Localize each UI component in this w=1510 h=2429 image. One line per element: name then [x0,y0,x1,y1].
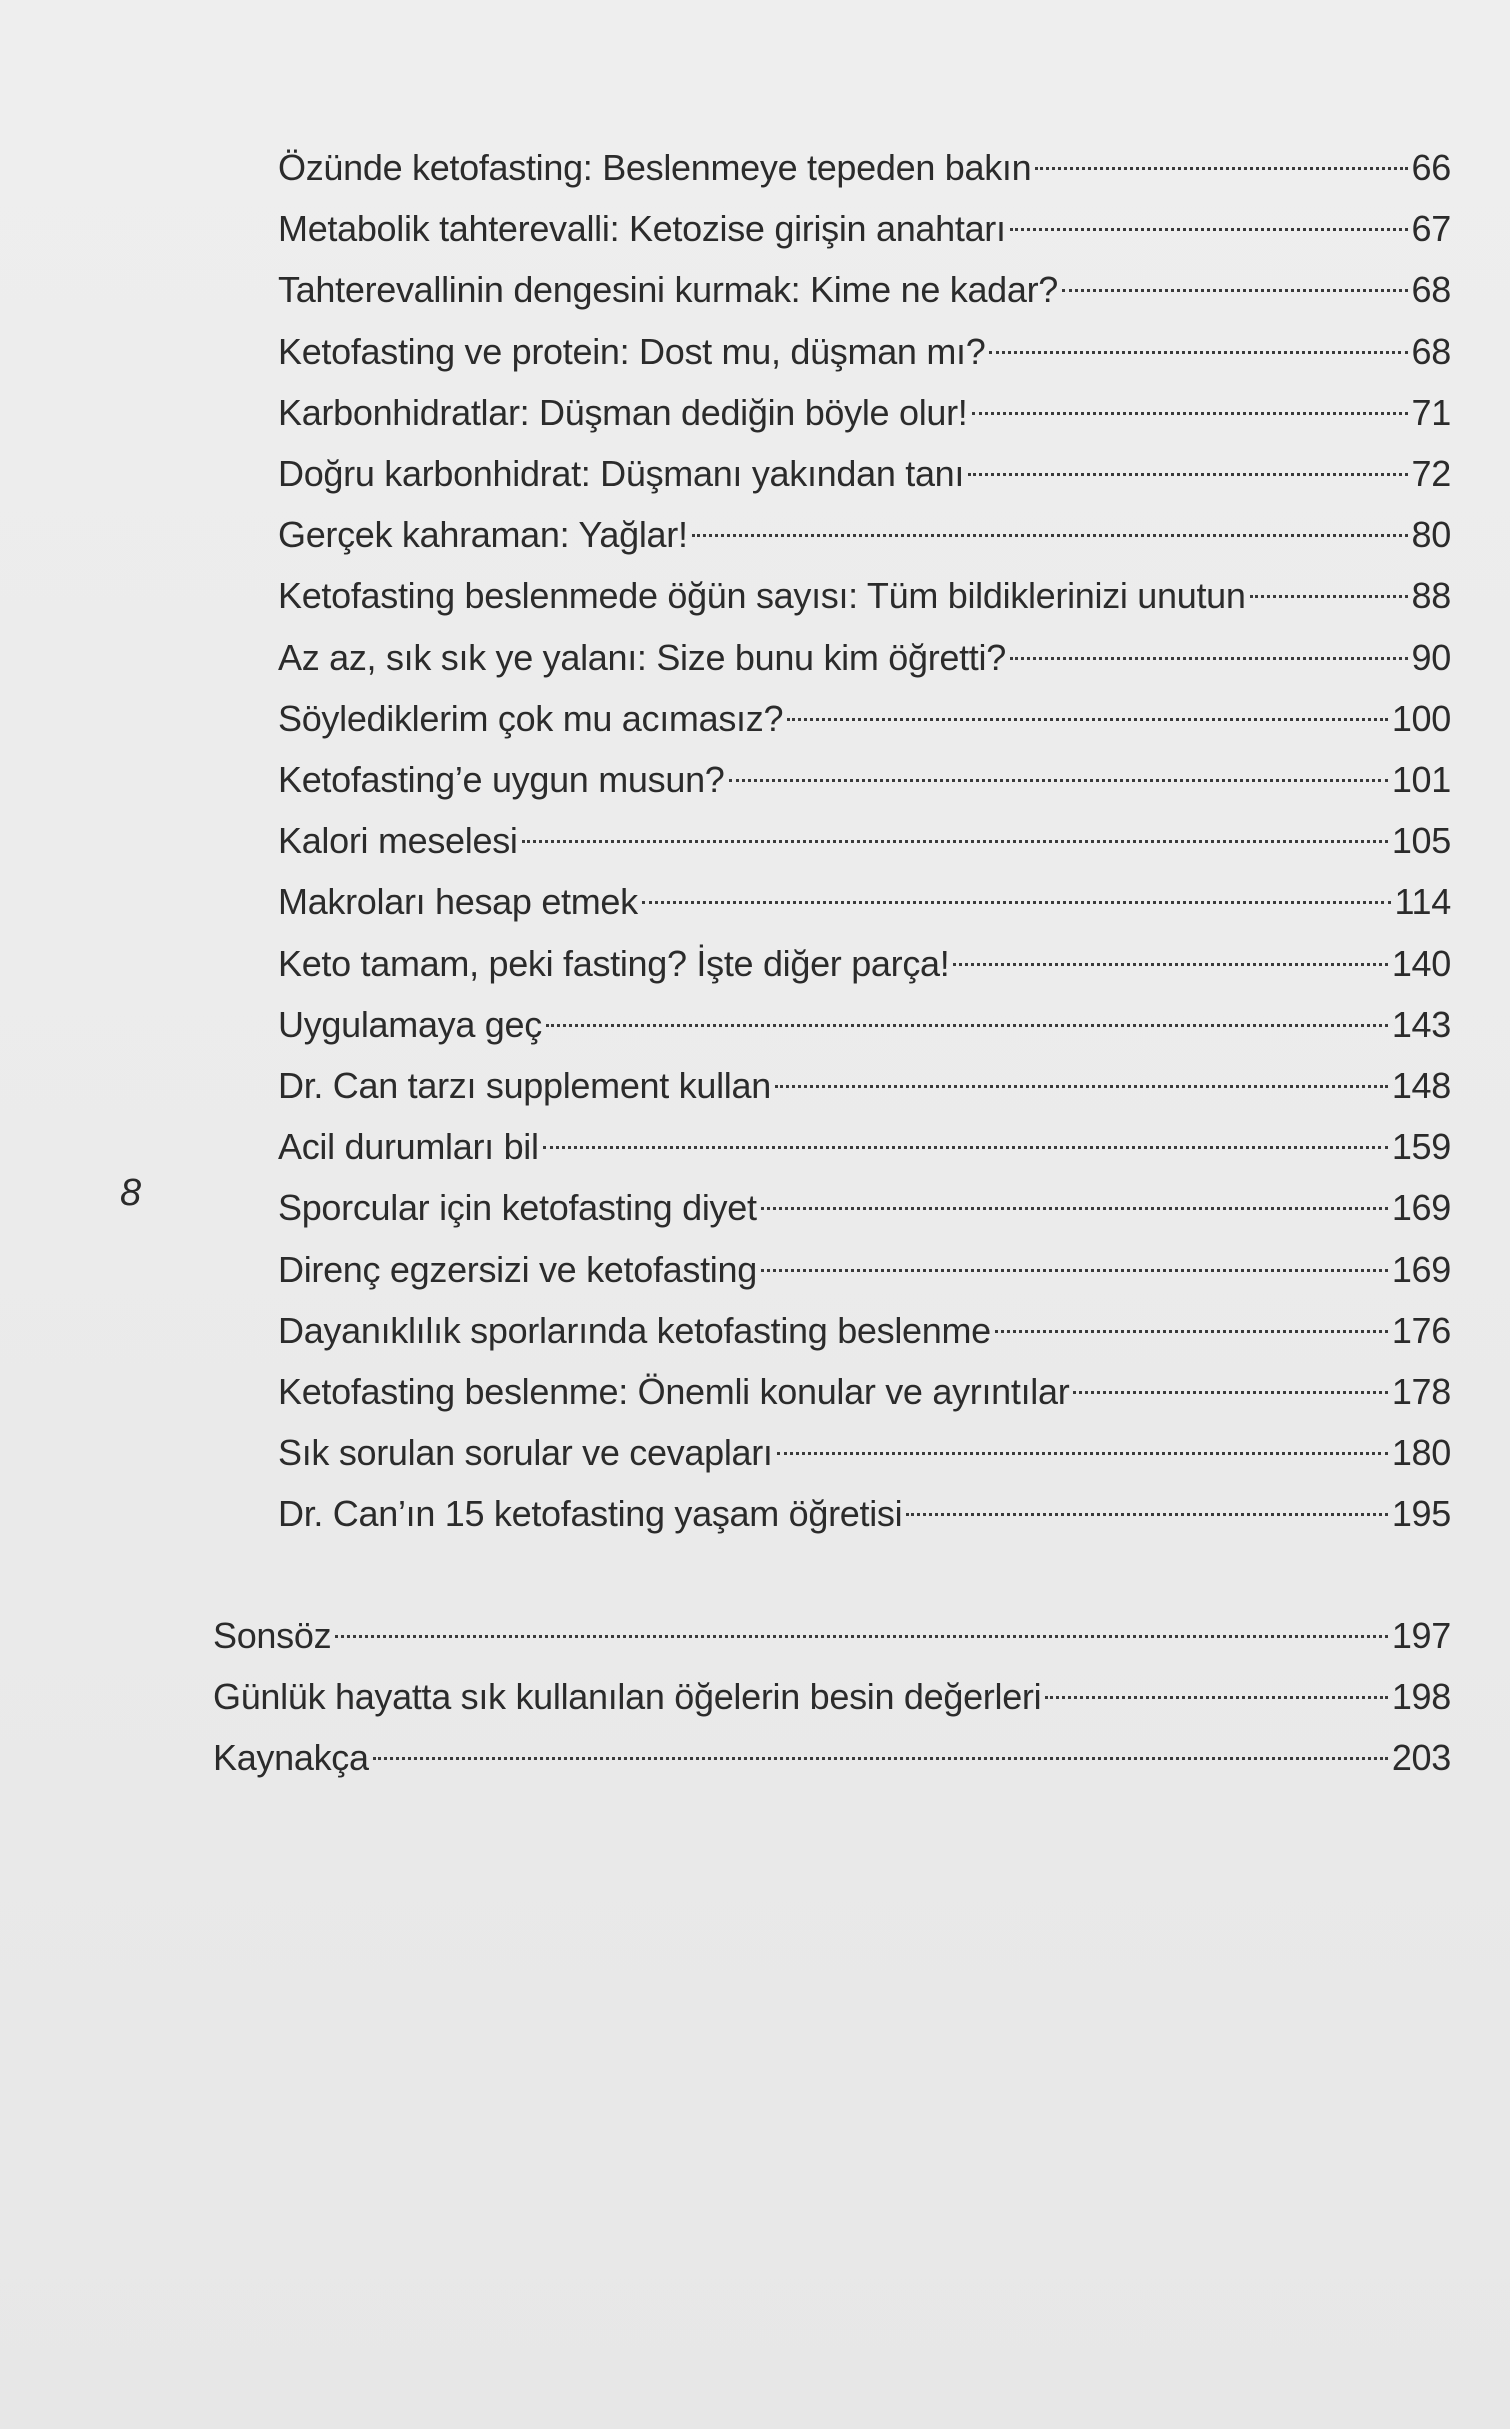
dot-leader [1035,136,1407,180]
toc-entry [278,1238,1451,1290]
dot-leader [906,1482,1388,1526]
dot-leader [1250,564,1408,608]
toc-entry-title: Özünde ketofasting: Beslenmeye tepeden bakın [278,147,1032,188]
toc-entry-title: Günlük hayatta sık kullanılan öğelerin besin değerleri [213,1676,1042,1717]
toc-entry-title: Sık sorulan sorular ve cevapları [278,1432,773,1473]
toc-entry [278,197,1451,249]
toc-entry [278,870,1451,922]
dot-leader [968,442,1407,486]
toc-entry [278,748,1451,800]
toc-entry-page: 169 [1391,1187,1451,1228]
toc-entry-page: 159 [1391,1126,1451,1167]
toc-entry [278,381,1451,433]
toc-entry-page: 66 [1411,147,1451,188]
dot-leader [1010,197,1408,241]
toc-entry [278,1421,1451,1473]
toc-entry-page: 105 [1391,820,1451,861]
toc-entry-page: 176 [1391,1310,1451,1351]
toc-entry-title: Sonsöz [213,1615,332,1656]
toc-entry-title: Gerçek kahraman: Yağlar! [278,514,688,555]
toc-entry-page: 195 [1391,1493,1451,1534]
toc-entry [278,932,1451,984]
toc-entry-page: 178 [1391,1371,1451,1412]
dot-leader [761,1238,1388,1282]
dot-leader [972,381,1408,425]
toc-entry-page: 90 [1411,637,1451,678]
toc-entry-page: 197 [1391,1615,1451,1656]
dot-leader [775,1054,1388,1098]
toc-entry-title: Kalori meselesi [278,820,518,861]
toc-entry [278,1360,1451,1412]
toc-entry [213,1726,1451,1778]
toc-entry-title: Keto tamam, peki fasting? İşte diğer parça! [278,943,950,984]
dot-leader [546,993,1388,1037]
toc-entry-page: 203 [1391,1737,1451,1778]
dot-leader [729,748,1388,792]
toc-entry-title: Dayanıklılık sporlarında ketofasting beslenme [278,1310,991,1351]
toc-entry [278,687,1451,739]
dot-leader [373,1726,1388,1770]
toc-entry [213,1665,1451,1717]
toc-entry-title: Uygulamaya geç [278,1004,542,1045]
toc-entry-title: Sporcular için ketofasting diyet [278,1187,757,1228]
dot-leader [761,1176,1388,1220]
toc-entry-page: 68 [1411,331,1451,372]
toc-entry-title: Dr. Can’ın 15 ketofasting yaşam öğretisi [278,1493,903,1534]
toc-entry [278,503,1451,555]
dot-leader [777,1421,1388,1465]
toc-entry-page: 88 [1411,575,1451,616]
toc-entry [278,258,1451,310]
dot-leader [335,1604,1388,1648]
toc-entry-page: 114 [1394,881,1451,922]
toc-entry [278,993,1451,1045]
dot-leader [989,320,1407,364]
toc-entry [278,136,1451,188]
toc-entry-title: Az az, sık sık ye yalanı: Size bunu kim öğretti? [278,637,1006,678]
toc-entry-title: Metabolik tahterevalli: Ketozise girişin anahtarı [278,208,1006,249]
toc-entry [278,320,1451,372]
toc-entry-title: Kaynakça [213,1737,369,1778]
dot-leader [995,1299,1388,1343]
toc-entry-page: 100 [1391,698,1451,739]
toc-entry [278,1482,1451,1534]
toc-entry-page: 169 [1391,1249,1451,1290]
toc-entry-title: Tahterevallinin dengesini kurmak: Kime ne kadar? [278,269,1059,310]
dot-leader [1062,258,1408,302]
toc-entry [278,1054,1451,1106]
toc-entry-title: Söylediklerim çok mu acımasız? [278,698,784,739]
toc-entry-page: 140 [1391,943,1451,984]
toc-entry [278,1299,1451,1351]
toc-entry-page: 198 [1391,1676,1451,1717]
toc-entry-title: Karbonhidratlar: Düşman dediğin böyle olur! [278,392,968,433]
toc-entry-title: Acil durumları bil [278,1126,539,1167]
toc-entry [213,1604,1451,1656]
toc-entry-title: Ketofasting beslenme: Önemli konular ve ayrıntılar [278,1371,1070,1412]
toc-entry [278,626,1451,678]
toc-entry-title: Ketofasting beslenmede öğün sayısı: Tüm bildiklerinizi unutun [278,575,1246,616]
dot-leader [1010,626,1408,670]
page-number: 8 [120,1172,142,1214]
dot-leader [543,1115,1388,1159]
toc-entry-page: 67 [1411,208,1451,249]
toc-entry-title: Ketofasting ve protein: Dost mu, düşman mı? [278,331,986,372]
toc-entry-page: 148 [1391,1065,1451,1106]
dot-leader [522,809,1388,853]
toc-entry [278,442,1451,494]
dot-leader [1073,1360,1387,1404]
toc-entry-page: 80 [1411,514,1451,555]
toc-entry-title: Direnç egzersizi ve ketofasting [278,1249,757,1290]
dot-leader [953,932,1387,976]
toc-entry-title: Doğru karbonhidrat: Düşmanı yakından tanı [278,453,965,494]
toc-entry-page: 101 [1391,759,1451,800]
dot-leader [692,503,1408,547]
toc-entry [278,1115,1451,1167]
toc-entry [278,564,1451,616]
toc-entry-page: 68 [1411,269,1451,310]
toc-entry-title: Makroları hesap etmek [278,881,638,922]
toc-entry-title: Dr. Can tarzı supplement kullan [278,1065,771,1106]
toc-entry-page: 143 [1391,1004,1451,1045]
toc-entry-title: Ketofasting’e uygun musun? [278,759,725,800]
toc-entry [278,809,1451,861]
toc-entry-page: 72 [1411,453,1451,494]
toc-entry-page: 71 [1411,392,1451,433]
dot-leader [787,687,1388,731]
toc-entry-page: 180 [1391,1432,1451,1473]
dot-leader [642,870,1391,914]
dot-leader [1045,1665,1388,1709]
toc-entry [278,1176,1451,1228]
